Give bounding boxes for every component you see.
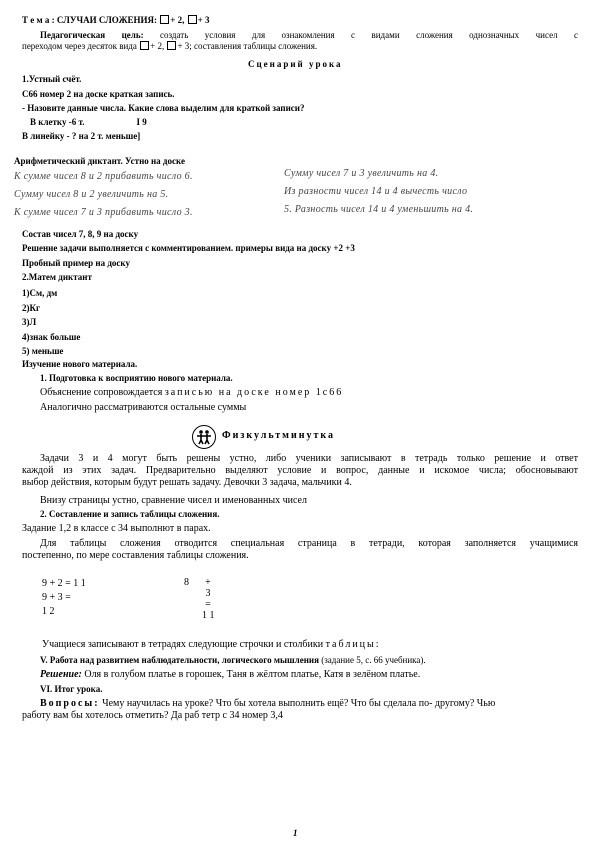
- example-left: 9 + 2 = 1 1 9 + 3 = 1 2: [42, 578, 86, 617]
- example-column: + 3 = 1 1: [202, 577, 215, 621]
- empty-box-icon: [140, 41, 149, 50]
- section-line: 2.Матем диктант: [22, 272, 92, 282]
- dictation-item: К сумме чисел 7 и 3 прибавить число 3.: [14, 207, 193, 218]
- section-line: Учащиеся записывают в тетрадях следующие строчки и столбики таблицы:: [42, 639, 381, 650]
- page-number: 1: [293, 828, 298, 838]
- dictation-item: Сумму чисел 8 и 2 увеличить на 5.: [14, 189, 169, 200]
- warmup-title: 1.Устный счёт.: [22, 74, 82, 84]
- section-line: VI. Итог урока.: [40, 684, 103, 694]
- section-line: Задание 1,2 в классе с 34 выполнют в парах.: [22, 523, 211, 534]
- list-item: 2)Кг: [22, 302, 41, 313]
- section-line: Пробный пример на доску: [22, 258, 130, 268]
- warmup-line: С66 номер 2 на доске краткая запись.: [22, 89, 175, 99]
- section-line: Объяснение сопровождается записью на доске номер 1с66: [40, 387, 344, 398]
- dictation-answers-list: [22, 286, 80, 359]
- paragraph: Для таблицы сложения отводится специальная страница в тетради, которая заполняется учащимися постепенно, по мере составления таблицы сложения.: [22, 538, 578, 561]
- section-line: Аналогично рассматриваются остальные суммы: [40, 402, 247, 413]
- lesson-topic: Т е м а : СЛУЧАИ СЛОЖЕНИЯ: + 2, + 3: [22, 15, 210, 25]
- dictation-right-list: [284, 165, 473, 219]
- section-line: Решение задачи выполняется с комментированием. примеры вида на доску +2 +3: [22, 243, 355, 253]
- dictation-item: Из разности чисел 14 и 4 вычесть число: [284, 186, 468, 197]
- warmup-line: В клетку -6 т. I 9: [30, 117, 147, 127]
- dictation-item: Сумму чисел 7 и 3 увеличить на 4.: [284, 168, 439, 179]
- section-line: Внизу страницы устно, сравнение чисел и именованных чисел: [40, 495, 307, 506]
- paragraph: Задачи 3 и 4 могут быть решены устно, либо ученики записывают в тетрадь только решение и ответ каждой из этих задач. Предварительно выделяют условие и вопрос, данные и искомое числа; обосновывают выбор действия, которым будут решать задачу. Девочки 3 задача, мальчики 4.: [22, 453, 578, 488]
- dictation-left-list: [14, 168, 193, 222]
- section-line: Решение: Оля в голубом платье в горошек, Таня в жёлтом платье, Катя в зелёном платье.: [40, 669, 421, 680]
- section-line: 1. Подготовка к восприятию нового материала.: [40, 373, 233, 383]
- list-item: 4)знак больше: [22, 331, 81, 342]
- section-line: V. Работа над развитием наблюдательности, логического мышления (задание 5, с. 66 учебника).: [40, 655, 426, 665]
- example-col-number: 8: [184, 577, 189, 588]
- dictation-title: Арифметический диктант. Устно на доске: [14, 156, 185, 166]
- warmup-line: - Назовите данные числа. Какие слова выделим для краткой записи?: [22, 103, 305, 113]
- list-item: 3)Л: [22, 317, 37, 327]
- section-line: Изучение нового материала.: [22, 359, 138, 369]
- empty-box-icon: [160, 15, 169, 24]
- empty-box-icon: [188, 15, 197, 24]
- scenario-title: Сценарий урока: [248, 59, 343, 69]
- empty-box-icon: [167, 41, 176, 50]
- pedagogical-goal: Педагогическая цель: создать условия для ознакомления с видами сложения однозначных чисел с переходом через десяток вида + 2, + 3; составления таблицы сложения.: [22, 30, 579, 51]
- section-line: Состав чисел 7, 8, 9 на доску: [22, 229, 139, 239]
- questions: Вопросы: Чему научилась на уроке? Что бы хотела выполнить ещё? Что бы сделала по- другому? Чью работу вам бы хотелось отметить? Да раб тетр с 34 номер 3,4: [22, 698, 496, 721]
- list-item: 5) меньше: [22, 346, 64, 356]
- warmup-line: В линейку - ? на 2 т. меньше]: [22, 131, 141, 141]
- section-line: 2. Составление и запись таблицы сложения.: [40, 509, 220, 519]
- dictation-item: К сумме чисел 8 и 2 прибавить число 6.: [14, 171, 193, 182]
- dictation-item: 5. Разность чисел 14 и 4 уменьшить на 4.: [284, 204, 474, 215]
- exercise-people-icon: [192, 425, 216, 449]
- fizkult-label: Физкультминутка: [222, 430, 336, 441]
- list-item: 1)См, дм: [22, 288, 58, 298]
